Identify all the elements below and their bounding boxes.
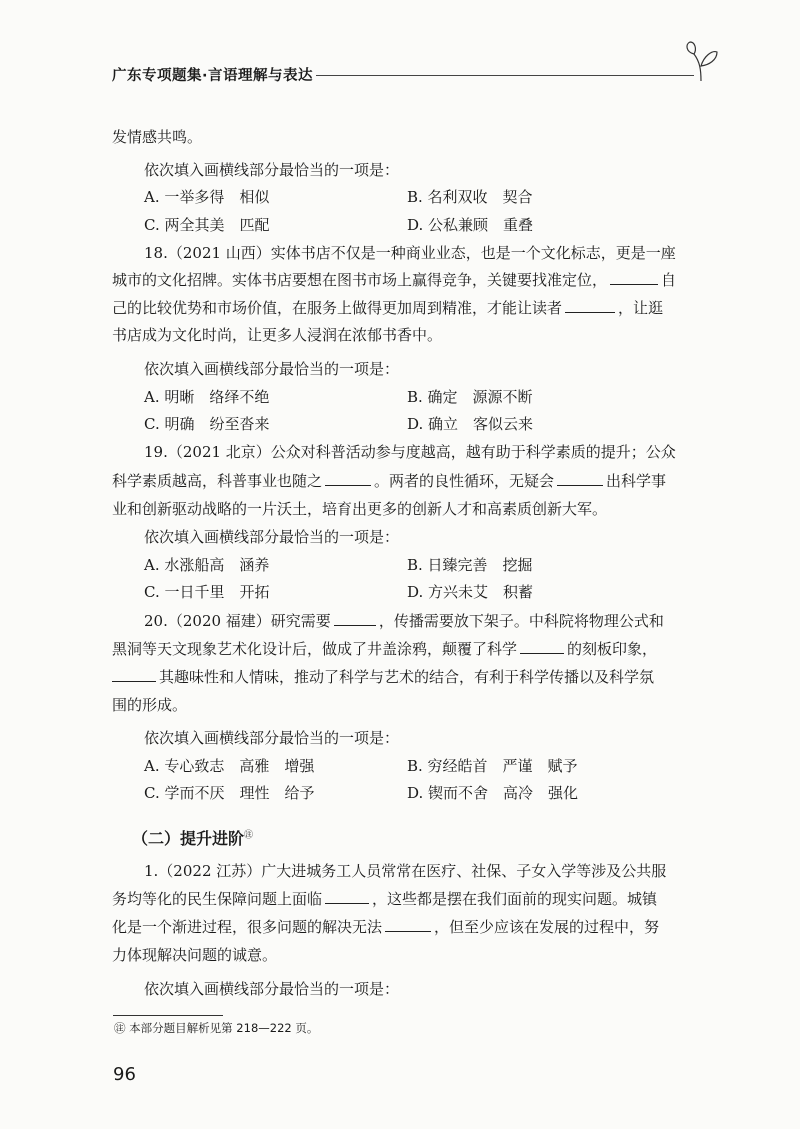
question-line: 业和创新驱动战略的一片沃土，培育出更多的创新人才和高素质创新大军。 <box>112 500 608 518</box>
question-line: 1.（2022 江苏）广大进城务工人员常常在医疗、社保、子女入学等涉及公共服 <box>144 862 667 880</box>
answer-blank <box>325 472 371 486</box>
question-line: 20.（2020 福建）研究需要 ，传播需要放下架子。中科院将物理公式和 <box>144 612 664 630</box>
carry-over-line: 发情感共鸣。 <box>112 128 203 146</box>
question-line: 黑洞等天文现象艺术化设计后，做成了井盖涂鸦，颠覆了科学 的刻板印象， <box>112 640 658 658</box>
answer-blank <box>325 890 369 904</box>
option-d: D. 公私兼顾 重叠 <box>407 216 534 234</box>
answer-blank <box>610 271 658 285</box>
book-title: 广东专项题集·言语理解与表达 <box>112 68 314 84</box>
question-line: 己的比较优势和市场价值，在服务上做得更加周到精准，才能让读者 ，让逛 <box>112 299 664 317</box>
option-a: A. 专心致志 高雅 增强 <box>144 757 315 775</box>
instruction: 依次填入画横线部分最恰当的一项是： <box>144 161 400 179</box>
instruction: 依次填入画横线部分最恰当的一项是： <box>144 729 400 747</box>
sprout-leaf-icon <box>684 40 718 82</box>
option-b: B. 确定 源源不断 <box>407 388 533 406</box>
answer-blank <box>520 640 564 654</box>
instruction: 依次填入画横线部分最恰当的一项是： <box>144 528 400 546</box>
answer-blank <box>334 612 376 626</box>
answer-blank <box>557 472 603 486</box>
instruction: 依次填入画横线部分最恰当的一项是： <box>144 980 400 998</box>
page-number: 96 <box>113 1064 136 1085</box>
running-header <box>112 62 712 92</box>
option-c: C. 明确 纷至沓来 <box>144 415 270 433</box>
footnote <box>114 1020 318 1036</box>
footnote-rule <box>113 1015 223 1016</box>
option-a: A. 水涨船高 涵养 <box>144 556 270 574</box>
footnote-mark: ㊟ <box>114 1021 126 1035</box>
option-c: C. 两全其美 匹配 <box>144 216 270 234</box>
option-b: B. 穷经皓首 严谨 赋予 <box>407 757 578 775</box>
footnote-marker: ㊟ <box>244 830 254 841</box>
question-line: 城市的文化招牌。实体书店要想在图书市场上赢得竞争，关键要找准定位， 自 <box>112 271 677 289</box>
question-line: 务均等化的民生保障问题上面临 ，这些都是摆在我们面前的现实问题。城镇 <box>112 890 658 908</box>
option-b: B. 日臻完善 挖掘 <box>407 556 533 574</box>
question-line: 科学素质越高，科普事业也随之 。两者的良性循环，无疑会 出科学事 <box>112 472 667 490</box>
option-b: B. 名利双收 契合 <box>407 188 533 206</box>
question-line: 力体现解决问题的诚意。 <box>112 946 278 964</box>
question-line: 18.（2021 山西）实体书店不仅是一种商业业态，也是一个文化标志，更是一座 <box>144 244 676 262</box>
header-rule <box>316 75 694 76</box>
answer-blank <box>385 918 431 932</box>
question-line: 19.（2021 北京）公众对科普活动参与度越高，越有助于科学素质的提升；公众 <box>144 443 676 461</box>
question-line: 书店成为文化时尚，让更多人浸润在浓郁书香中。 <box>112 326 443 344</box>
question-line: 化是一个渐进过程，很多问题的解决无法 ，但至少应该在发展的过程中，努 <box>112 918 660 936</box>
answer-blank <box>112 668 156 682</box>
option-a: A. 明晰 络绎不绝 <box>144 388 270 406</box>
option-d: D. 确立 客似云来 <box>407 415 534 433</box>
answer-blank <box>565 299 615 313</box>
option-c: C. 学而不厌 理性 给予 <box>144 784 315 802</box>
option-d: D. 方兴未艾 积蓄 <box>407 583 534 601</box>
question-line: 围的形成。 <box>112 696 188 714</box>
question-line: 其趣味性和人情味，推动了科学与艺术的结合，有利于科学传播以及科学氛 <box>112 666 654 687</box>
footnote-text: 本部分题目解析见第 218—222 页。 <box>129 1021 319 1035</box>
option-a: A. 一举多得 相似 <box>144 188 270 206</box>
option-d: D. 锲而不舍 高冷 强化 <box>407 784 579 802</box>
instruction: 依次填入画横线部分最恰当的一项是： <box>144 360 400 378</box>
option-c: C. 一日千里 开拓 <box>144 583 270 601</box>
section-heading: （二）提升进阶㊟ <box>132 829 254 848</box>
